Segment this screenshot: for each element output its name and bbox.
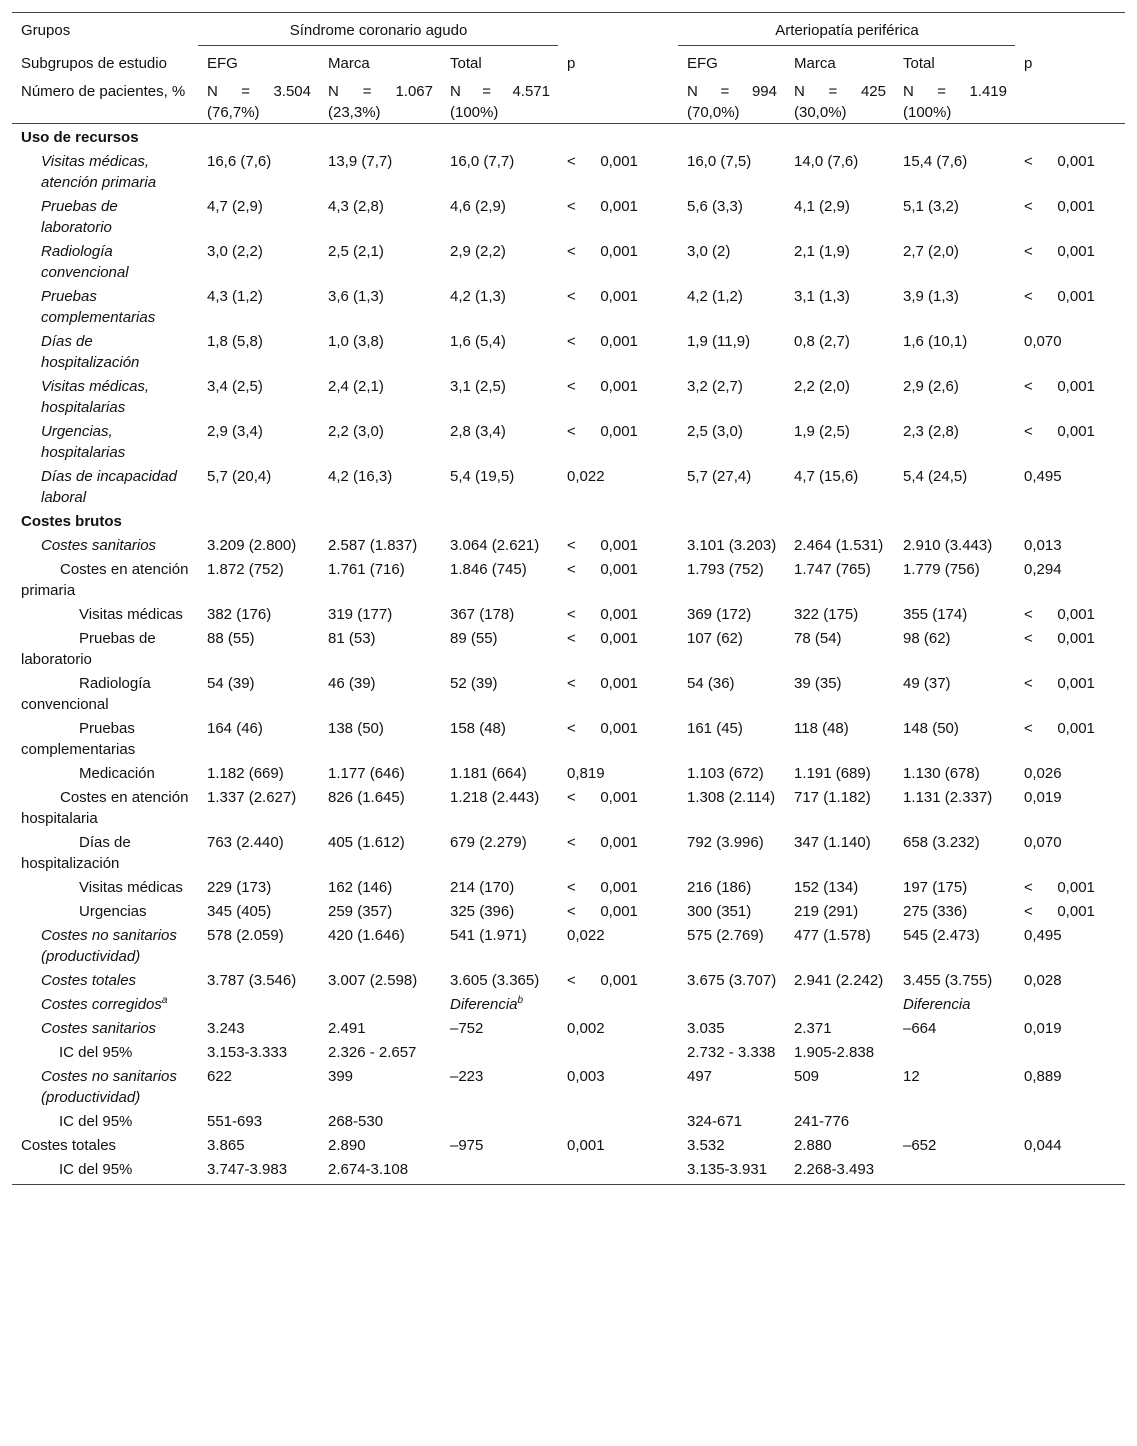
- cell: 1.218 (2.443): [450, 789, 540, 806]
- table-row: [12, 874, 1125, 898]
- cell: 1,6 (10,1): [903, 333, 968, 350]
- cell: 1.130 (678): [903, 765, 980, 782]
- cell: 792 (3.996): [687, 834, 764, 851]
- cell-p: < 0,001: [567, 606, 638, 623]
- header-n-label: Número de pacientes, %: [12, 78, 198, 124]
- cell: 5,4 (24,5): [903, 468, 968, 485]
- cell: 367 (178): [450, 606, 515, 623]
- cell: 78 (54): [794, 630, 842, 647]
- cell: 3,1 (1,3): [794, 288, 850, 305]
- header-sca-marca: Marca: [328, 55, 370, 72]
- cell: 763 (2.440): [207, 834, 284, 851]
- cell: 1.182 (669): [207, 765, 284, 782]
- header-ap-p: p: [1024, 54, 1033, 72]
- cell-p: 0,070: [1024, 333, 1062, 350]
- cell: 152 (134): [794, 879, 859, 896]
- header-ap-efg: EFG: [687, 55, 718, 72]
- section-uso-label: Uso de recursos: [21, 129, 139, 146]
- table-row: [12, 1015, 1125, 1039]
- row-label: Costes totales: [41, 972, 137, 989]
- cell: 3,9 (1,3): [903, 288, 959, 305]
- cell: 2.880: [794, 1137, 832, 1154]
- cell-p: < 0,001: [1024, 288, 1095, 305]
- cell-p: < 0,001: [1024, 378, 1095, 395]
- header-row-subgroups: [12, 46, 1125, 79]
- row-label: Pruebas de laboratorio: [21, 630, 156, 668]
- ap-total-n: N = 1.419: [903, 83, 1007, 100]
- cell: 161 (45): [687, 720, 743, 737]
- cell: 1.308 (2.114): [687, 789, 776, 806]
- cell-p: < 0,001: [567, 972, 638, 989]
- cell: 268-530: [328, 1113, 384, 1130]
- cell-p: < 0,001: [567, 789, 638, 806]
- cell: 39 (35): [794, 675, 842, 692]
- cell: –664: [903, 1020, 937, 1037]
- cell-p: < 0,001: [567, 720, 638, 737]
- cell: 1.191 (689): [794, 765, 871, 782]
- ap-marca-pct: (30,0%): [794, 104, 847, 121]
- row-label: [12, 991, 198, 1015]
- cell: 4,7 (15,6): [794, 468, 859, 485]
- cell: 1.761 (716): [328, 561, 405, 578]
- cell: 148 (50): [903, 720, 959, 737]
- row-label: Radiología convencional: [21, 675, 151, 713]
- cell: 382 (176): [207, 606, 272, 623]
- cell: 3.675 (3.707): [687, 972, 777, 989]
- cell: 2.371: [794, 1020, 832, 1037]
- row-label: Pruebas complementarias: [21, 720, 136, 758]
- cell-p: < 0,001: [567, 333, 638, 350]
- table-row: [12, 784, 1125, 829]
- header-row-groups: [12, 13, 1125, 46]
- section-uso: [12, 124, 1125, 149]
- table-row: [12, 1132, 1125, 1156]
- cell-p: 0,495: [1024, 927, 1062, 944]
- cell-p: < 0,001: [1024, 198, 1095, 215]
- cell: 46 (39): [328, 675, 376, 692]
- cell: –223: [450, 1068, 484, 1085]
- cell: 1.103 (672): [687, 765, 764, 782]
- row-label: Costes sanitarios: [41, 1020, 157, 1037]
- cell-p: < 0,001: [1024, 606, 1095, 623]
- table-row-ci: [12, 1108, 1125, 1132]
- header-ap: Arteriopatía periférica: [678, 13, 1015, 46]
- cell: 2,9 (2,2): [450, 243, 506, 260]
- cell: 300 (351): [687, 903, 752, 920]
- cell: 162 (146): [328, 879, 393, 896]
- row-label: IC del 95%: [59, 1044, 133, 1061]
- cell: 1.337 (2.627): [207, 789, 297, 806]
- cell: 1.793 (752): [687, 561, 764, 578]
- table-row: [12, 463, 1125, 508]
- cell: 259 (357): [328, 903, 393, 920]
- cell: 322 (175): [794, 606, 859, 623]
- cell: 2.732 - 3.338: [687, 1044, 776, 1061]
- cell: 5,6 (3,3): [687, 198, 743, 215]
- ap-total-pct: (100%): [903, 104, 952, 121]
- section-costes-brutos: [12, 508, 1125, 532]
- cell-p: 0,495: [1024, 468, 1062, 485]
- ap-efg-n: N = 994: [687, 83, 777, 100]
- cell: 3,1 (2,5): [450, 378, 506, 395]
- cell: 16,0 (7,5): [687, 153, 752, 170]
- cell-p: < 0,001: [1024, 903, 1095, 920]
- cell: 541 (1.971): [450, 927, 527, 944]
- cell: 1.905-2.838: [794, 1044, 875, 1061]
- cell-p: 0,013: [1024, 537, 1062, 554]
- cell: 2.326 - 2.657: [328, 1044, 417, 1061]
- row-label: Visitas médicas: [79, 879, 183, 896]
- cell: 229 (173): [207, 879, 272, 896]
- cell: 197 (175): [903, 879, 968, 896]
- cell: 347 (1.140): [794, 834, 871, 851]
- cell-p: 0,819: [567, 765, 605, 782]
- cell: 658 (3.232): [903, 834, 980, 851]
- cell: 1,8 (5,8): [207, 333, 263, 350]
- cell: 1,0 (3,8): [328, 333, 384, 350]
- cell: 3.153-3.333: [207, 1044, 288, 1061]
- cell: 717 (1.182): [794, 789, 871, 806]
- table-row: [12, 238, 1125, 283]
- header-sca-p: p: [567, 54, 576, 72]
- cell-p: < 0,001: [1024, 879, 1095, 896]
- cell: 214 (170): [450, 879, 515, 896]
- row-label: Costes no sanitarios (productividad): [41, 1068, 177, 1106]
- header-sca: Síndrome coronario agudo: [198, 13, 558, 46]
- cell: 545 (2.473): [903, 927, 980, 944]
- cell: 2,2 (2,0): [794, 378, 850, 395]
- cell: 575 (2.769): [687, 927, 764, 944]
- cell: 4,6 (2,9): [450, 198, 506, 215]
- cell: 2,9 (3,4): [207, 423, 263, 440]
- cell: 158 (48): [450, 720, 506, 737]
- cell: –975: [450, 1137, 484, 1154]
- cell: 420 (1.646): [328, 927, 405, 944]
- cell-p: < 0,001: [1024, 243, 1095, 260]
- cell: 2,4 (2,1): [328, 378, 384, 395]
- header-ap-marca: Marca: [794, 55, 836, 72]
- row-label: Radiología convencional: [41, 243, 129, 281]
- cell: 49 (37): [903, 675, 951, 692]
- row-label: Costes en atención primaria: [21, 561, 189, 599]
- cell: 2.464 (1.531): [794, 537, 884, 554]
- cell: 1.747 (765): [794, 561, 871, 578]
- cell-p: < 0,001: [1024, 720, 1095, 737]
- row-label: Urgencias: [79, 903, 147, 920]
- row-label: Días de hospitalización: [41, 333, 140, 371]
- table-row: [12, 148, 1125, 193]
- cell: 1.131 (2.337): [903, 789, 993, 806]
- cell: 1.177 (646): [328, 765, 405, 782]
- cell: 5,4 (19,5): [450, 468, 515, 485]
- cell: 1.779 (756): [903, 561, 980, 578]
- sca-total-pct: (100%): [450, 104, 499, 121]
- cell: 81 (53): [328, 630, 376, 647]
- cell-p: < 0,001: [567, 537, 638, 554]
- row-label: Costes sanitarios: [41, 537, 157, 554]
- table-row: [12, 418, 1125, 463]
- cell: 52 (39): [450, 675, 498, 692]
- row-label: Costes en atención hospitalaria: [21, 789, 189, 827]
- cell-p: < 0,001: [567, 630, 638, 647]
- table-row: [12, 922, 1125, 967]
- table-row: [12, 193, 1125, 238]
- sca-marca-pct: (23,3%): [328, 104, 381, 121]
- cell: 2,9 (2,6): [903, 378, 959, 395]
- cell: 219 (291): [794, 903, 859, 920]
- row-label: Medicación: [79, 765, 155, 782]
- cell: 2.674-3.108: [319, 1156, 441, 1185]
- cell: 54 (39): [207, 675, 255, 692]
- cell: 13,9 (7,7): [328, 153, 393, 170]
- cell: 1.181 (664): [450, 765, 527, 782]
- table-row: [12, 898, 1125, 922]
- table-row-ci: [12, 1039, 1125, 1063]
- cell: 3.787 (3.546): [207, 972, 297, 989]
- cell: 2,3 (2,8): [903, 423, 959, 440]
- cell: 4,2 (1,2): [687, 288, 743, 305]
- table-row: [12, 760, 1125, 784]
- cell: 0,8 (2,7): [794, 333, 850, 350]
- cell: 3.532: [687, 1137, 725, 1154]
- sca-marca-n: N = 1.067: [328, 83, 433, 100]
- cell: 1.846 (745): [450, 561, 527, 578]
- cell: 12: [903, 1068, 920, 1085]
- cell: 2.268-3.493: [785, 1156, 894, 1185]
- cell: 15,4 (7,6): [903, 153, 968, 170]
- cell-p: < 0,001: [567, 879, 638, 896]
- cell: 5,7 (20,4): [207, 468, 272, 485]
- cell-p: < 0,001: [1024, 630, 1095, 647]
- cell: 2,7 (2,0): [903, 243, 959, 260]
- cell-p: < 0,001: [567, 288, 638, 305]
- table-row-ci: [12, 1156, 1125, 1185]
- ap-efg-pct: (70,0%): [687, 104, 740, 121]
- row-label: Días de incapacidad laboral: [41, 468, 177, 506]
- cell: 3.035: [687, 1020, 725, 1037]
- cell: 3,2 (2,7): [687, 378, 743, 395]
- cell-p: 0,028: [1024, 972, 1062, 989]
- cell: 3,0 (2,2): [207, 243, 263, 260]
- table-row: [12, 601, 1125, 625]
- cell-p: 0,019: [1024, 1020, 1062, 1037]
- cell: 107 (62): [687, 630, 743, 647]
- cell-p: < 0,001: [567, 675, 638, 692]
- cell: 2.491: [328, 1020, 366, 1037]
- footnote-a: a: [161, 995, 168, 1006]
- table-row: [12, 625, 1125, 670]
- table-row: [12, 532, 1125, 556]
- sca-total-n: N = 4.571: [450, 83, 550, 100]
- cell-p: < 0,001: [567, 198, 638, 215]
- cell: –752: [450, 1020, 484, 1037]
- cell: 2.587 (1.837): [328, 537, 418, 554]
- cell: 275 (336): [903, 903, 968, 920]
- cell: 118 (48): [794, 720, 849, 737]
- cell: 497: [687, 1068, 713, 1085]
- table-row: [12, 715, 1125, 760]
- costes-corregidos-label: Costes corregidos: [41, 996, 162, 1013]
- cell-p: 0,001: [567, 1137, 605, 1154]
- row-label: Visitas médicas: [79, 606, 183, 623]
- cell: 3.605 (3.365): [450, 972, 540, 989]
- header-ap-total: Total: [903, 55, 935, 72]
- ap-marca-n: N = 425: [794, 83, 886, 100]
- cell-p: 0,070: [1024, 834, 1062, 851]
- row-label: IC del 95%: [59, 1113, 133, 1130]
- cell: 2,1 (1,9): [794, 243, 850, 260]
- cell: 3.101 (3.203): [687, 537, 777, 554]
- cell: 578 (2.059): [207, 927, 284, 944]
- cell-p: 0,889: [1024, 1068, 1062, 1085]
- cell: 1,6 (5,4): [450, 333, 506, 350]
- cell: 216 (186): [687, 879, 752, 896]
- header-row-n: [12, 78, 1125, 124]
- cell: 14,0 (7,6): [794, 153, 859, 170]
- cell: 2,8 (3,4): [450, 423, 506, 440]
- section-costes-brutos-label: Costes brutos: [21, 513, 122, 530]
- cell: 2,5 (2,1): [328, 243, 384, 260]
- cell: 3.064 (2.621): [450, 537, 540, 554]
- cell-p: 0,002: [567, 1020, 605, 1037]
- cell: 551-693: [207, 1113, 263, 1130]
- cell: –652: [903, 1137, 937, 1154]
- cell: 325 (396): [450, 903, 515, 920]
- cell-p: 0,003: [567, 1068, 605, 1085]
- cell: 355 (174): [903, 606, 968, 623]
- cell-p: < 0,001: [567, 561, 638, 578]
- header-sca-total: Total: [450, 55, 482, 72]
- cell: 4,7 (2,9): [207, 198, 263, 215]
- table-row: [12, 670, 1125, 715]
- cell-p: < 0,001: [567, 423, 638, 440]
- cell: 2.941 (2.242): [794, 972, 884, 989]
- cell-p: < 0,001: [567, 153, 638, 170]
- costs-table: [12, 12, 1125, 1185]
- cell: 16,0 (7,7): [450, 153, 515, 170]
- row-label: Urgencias, hospitalarias: [41, 423, 126, 461]
- sca-efg-n: N = 3.504: [207, 83, 311, 100]
- diferencia-ap: Diferencia: [903, 996, 971, 1013]
- cell: 3.865: [207, 1137, 245, 1154]
- cell: 164 (46): [207, 720, 263, 737]
- footnote-b: b: [517, 995, 524, 1006]
- cell: 324-671: [687, 1113, 743, 1130]
- cell-p: 0,044: [1024, 1137, 1062, 1154]
- header-sca-efg: EFG: [207, 55, 238, 72]
- cell: 477 (1.578): [794, 927, 871, 944]
- cell: 2,2 (3,0): [328, 423, 384, 440]
- table-row: [12, 967, 1125, 991]
- cell: 3,6 (1,3): [328, 288, 384, 305]
- header-grupos: Grupos: [12, 13, 198, 46]
- table-row: [12, 556, 1125, 601]
- cell-p: < 0,001: [567, 834, 638, 851]
- cell-p: < 0,001: [1024, 423, 1095, 440]
- cell: 679 (2.279): [450, 834, 527, 851]
- row-label: Pruebas de laboratorio: [41, 198, 118, 236]
- table-row: [12, 283, 1125, 328]
- row-label: Visitas médicas, atención primaria: [41, 153, 157, 191]
- table-row: [12, 373, 1125, 418]
- cell: 345 (405): [207, 903, 272, 920]
- cell-p: 0,022: [567, 468, 605, 485]
- table-row-costes-corregidos: [12, 991, 1125, 1015]
- cell: 54 (36): [687, 675, 735, 692]
- cell: 88 (55): [207, 630, 255, 647]
- cell: 241-776: [794, 1113, 850, 1130]
- cell: 4,2 (1,3): [450, 288, 506, 305]
- cell: 4,1 (2,9): [794, 198, 850, 215]
- cell-p: 0,022: [567, 927, 605, 944]
- cell-p: 0,294: [1024, 561, 1062, 578]
- cell: 98 (62): [903, 630, 951, 647]
- table-row: [12, 328, 1125, 373]
- cell: 3.747-3.983: [198, 1156, 319, 1185]
- cell: 1.872 (752): [207, 561, 284, 578]
- cell: 2.910 (3.443): [903, 537, 993, 554]
- cell: 4,2 (16,3): [328, 468, 393, 485]
- row-label: Días de hospitalización: [21, 834, 131, 872]
- cell: 622: [207, 1068, 233, 1085]
- cell: 3.455 (3.755): [903, 972, 993, 989]
- cell-p: < 0,001: [567, 903, 638, 920]
- cell: 3.209 (2.800): [207, 537, 297, 554]
- cell: 3,0 (2): [687, 243, 731, 260]
- cell: 16,6 (7,6): [207, 153, 272, 170]
- header-subgrupos: Subgrupos de estudio: [21, 54, 167, 72]
- cell: 3.243: [207, 1020, 245, 1037]
- cell: 1,9 (2,5): [794, 423, 850, 440]
- cell-p: < 0,001: [567, 243, 638, 260]
- cell: 2.890: [328, 1137, 366, 1154]
- table-row: [12, 1063, 1125, 1108]
- cell: 5,1 (3,2): [903, 198, 959, 215]
- cell: 369 (172): [687, 606, 752, 623]
- cell-p: 0,019: [1024, 789, 1062, 806]
- cell: 138 (50): [328, 720, 384, 737]
- row-label: Costes totales: [21, 1137, 117, 1154]
- cell-p: < 0,001: [1024, 675, 1095, 692]
- sca-efg-pct: (76,7%): [207, 104, 260, 121]
- cell-p: < 0,001: [567, 378, 638, 395]
- cell: 826 (1.645): [328, 789, 405, 806]
- cell: 3,4 (2,5): [207, 378, 263, 395]
- cell: 4,3 (1,2): [207, 288, 263, 305]
- cell: 319 (177): [328, 606, 393, 623]
- cell: 405 (1.612): [328, 834, 405, 851]
- cell: 3.007 (2.598): [328, 972, 418, 989]
- cell: 3.135-3.931: [678, 1156, 785, 1185]
- cell: 2,5 (3,0): [687, 423, 743, 440]
- cell-p: 0,026: [1024, 765, 1062, 782]
- row-label: Visitas médicas, hospitalarias: [41, 378, 150, 416]
- row-label: Costes no sanitarios (productividad): [41, 927, 177, 965]
- diferencia-label: Diferencia: [450, 996, 518, 1013]
- cell: 5,7 (27,4): [687, 468, 752, 485]
- cell: 4,3 (2,8): [328, 198, 384, 215]
- cell: 89 (55): [450, 630, 498, 647]
- cell-p: < 0,001: [1024, 153, 1095, 170]
- cell: 1,9 (11,9): [687, 333, 751, 350]
- diferencia-sca: [441, 991, 558, 1015]
- cell: 509: [794, 1068, 820, 1085]
- row-label: Pruebas complementarias: [41, 288, 156, 326]
- table-row: [12, 829, 1125, 874]
- row-label: IC del 95%: [12, 1156, 198, 1185]
- cell: 399: [328, 1068, 354, 1085]
